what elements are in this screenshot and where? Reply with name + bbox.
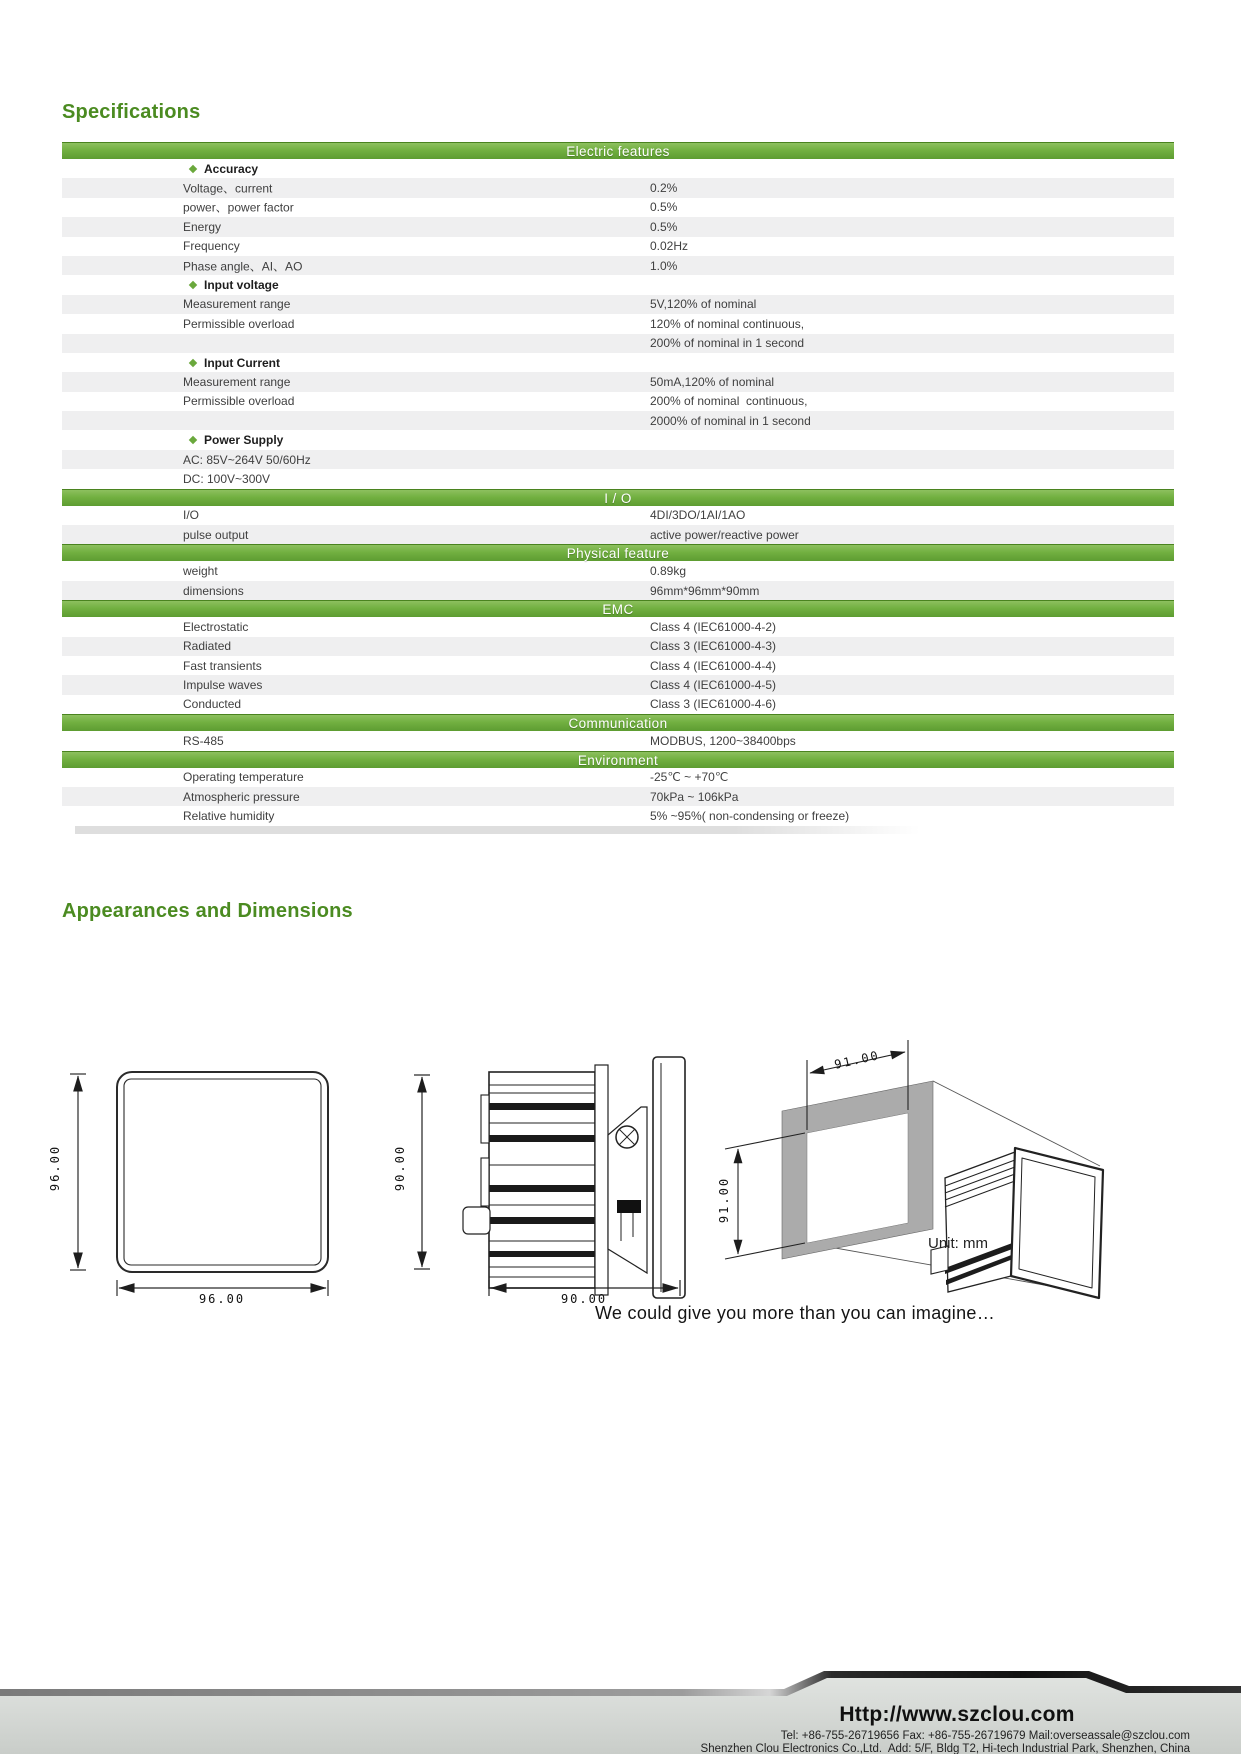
spec-row-label: I/O [183, 508, 200, 523]
spec-row [62, 275, 1174, 294]
spec-row-value: 0.89kg [650, 564, 687, 579]
front-width-label: 96.00 [198, 1292, 246, 1306]
spec-row [62, 656, 1174, 675]
spec-row-value: 200% of nominal in 1 second [650, 336, 805, 351]
spec-row [62, 675, 1174, 694]
spec-row [62, 768, 1174, 787]
spec-row-value: 4DI/3DO/1AI/1AO [650, 508, 746, 523]
appearances-heading: Appearances and Dimensions [62, 900, 353, 922]
spec-row-label: Energy [183, 219, 222, 234]
spec-row-label: Input Current [190, 356, 280, 370]
spec-row-value: 70kPa ~ 106kPa [650, 789, 739, 804]
spec-row-label: pulse output [183, 527, 249, 542]
specifications-table [62, 142, 1174, 834]
spec-row [62, 450, 1174, 469]
spec-row-value: 2000% of nominal in 1 second [650, 413, 811, 428]
rear-tab-upper [481, 1095, 489, 1143]
spec-row [62, 237, 1174, 256]
front-view-drawing [60, 1045, 390, 1310]
side-height-label: 90.00 [393, 1144, 407, 1192]
spec-row-value: 0.5% [650, 200, 678, 215]
table-bottom-shadow [75, 826, 920, 834]
spec-row-label: Fast transients [183, 658, 262, 673]
spec-row-value: active power/reactive power [650, 527, 799, 542]
spec-row-value: Class 4 (IEC61000-4-5) [650, 678, 777, 693]
spec-row-value: 5% ~95%( non-condensing or freeze) [650, 809, 850, 824]
spec-row-value: 120% of nominal continuous, [650, 316, 805, 331]
spec-row-label: Atmospheric pressure [183, 789, 300, 804]
spec-row-value: 96mm*96mm*90mm [650, 583, 760, 598]
spec-row [62, 506, 1174, 525]
spec-row-value: Class 4 (IEC61000-4-2) [650, 619, 777, 634]
spec-row-label: Permissible overload [183, 394, 295, 409]
side-width-label: 90.00 [560, 1292, 608, 1306]
spec-row-label: Input voltage [190, 278, 279, 292]
terminal-block [463, 1207, 490, 1234]
front-height-label: 96.00 [48, 1144, 62, 1192]
spec-row [62, 217, 1174, 236]
spec-row-value: 50mA,120% of nominal [650, 374, 775, 389]
spec-row [62, 787, 1174, 806]
bullet-diamond-icon [189, 164, 197, 172]
spec-row-label: RS-485 [183, 733, 224, 748]
spec-row-label: Voltage、current [183, 181, 273, 196]
spec-row [62, 392, 1174, 411]
rear-face [1011, 1148, 1103, 1298]
spec-section-header: I / O [62, 489, 1174, 506]
spec-section-header: Electric features [62, 142, 1174, 159]
spec-row [62, 411, 1174, 430]
slogan-text: We could give you more than you can imagine… [594, 1303, 996, 1323]
spec-row-value: -25℃ ~ +70℃ [650, 770, 729, 785]
spec-row-label: DC: 100V~300V [183, 471, 271, 486]
spec-row-label: Relative humidity [183, 809, 275, 824]
spec-row-label: Permissible overload [183, 316, 295, 331]
bullet-diamond-icon [189, 281, 197, 289]
cutout-width-label: 91.00 [832, 1048, 882, 1072]
spec-section-header: Communication [62, 714, 1174, 731]
spec-row [62, 353, 1174, 372]
meter-3d-body [931, 1148, 1103, 1298]
spec-row [62, 806, 1174, 825]
spec-row [62, 581, 1174, 600]
mid-plate [595, 1065, 608, 1295]
spec-row-value: 5V,120% of nominal [650, 297, 757, 312]
spec-row [62, 430, 1174, 449]
clamp [617, 1200, 641, 1213]
spec-row [62, 561, 1174, 580]
height-dimension-arrow [70, 1074, 86, 1270]
spec-row-label: dimensions [183, 583, 244, 598]
spec-row-label: AC: 85V~264V 50/60Hz [183, 452, 311, 467]
rear-tab-lower [481, 1158, 489, 1206]
spec-row-label: Electrostatic [183, 619, 249, 634]
spec-row-value: Class 4 (IEC61000-4-4) [650, 658, 777, 673]
spec-row-label: Phase angle、AI、AO [183, 259, 303, 274]
spec-row-label: Impulse waves [183, 678, 263, 693]
spec-row [62, 637, 1174, 656]
footer-contact-line: Tel: +86-755-26719656 Fax: +86-755-26719679 Mail:overseassale@szclou.com [780, 1730, 1190, 1742]
spec-row [62, 372, 1174, 391]
spec-row [62, 314, 1174, 333]
height-dimension-arrow [414, 1075, 430, 1269]
spec-row-value: 0.02Hz [650, 239, 689, 254]
spec-row [62, 469, 1174, 488]
spec-row-label: Radiated [183, 639, 232, 654]
spec-row-value: 0.5% [650, 219, 678, 234]
bezel-outline [117, 1072, 328, 1272]
footer-address-line: Shenzhen Clou Electronics Co.,Ltd. Add: 5/F, Bldg T2, Hi-tech Industrial Park, Shenzhen, China [700, 1743, 1190, 1754]
spec-row [62, 178, 1174, 197]
spec-row [62, 525, 1174, 544]
spec-row-label: Operating temperature [183, 770, 304, 785]
spec-row [62, 334, 1174, 353]
panel-cutout-hole [807, 1113, 908, 1243]
bezel-inner-outline [124, 1079, 321, 1265]
spec-row-label: Measurement range [183, 374, 291, 389]
spec-row [62, 159, 1174, 178]
spec-row [62, 295, 1174, 314]
specifications-heading: Specifications [62, 101, 201, 123]
spec-row-label: weight [183, 564, 218, 579]
spec-row [62, 198, 1174, 217]
spec-row-value: Class 3 (IEC61000-4-6) [650, 697, 777, 712]
spec-row-value: 200% of nominal continuous, [650, 394, 808, 409]
spec-row-label: power、power factor [183, 200, 294, 215]
spec-section-header: Physical feature [62, 544, 1174, 561]
spec-row-value: 0.2% [650, 181, 678, 196]
bullet-diamond-icon [189, 436, 197, 444]
bullet-diamond-icon [189, 358, 197, 366]
spec-section-header: EMC [62, 600, 1174, 617]
footer-website-url: Http://www.szclou.com [839, 1703, 1075, 1726]
spec-section-header: Environment [62, 751, 1174, 768]
spec-row-label: Conducted [183, 697, 242, 712]
spec-row-value: MODBUS, 1200~38400bps [650, 733, 796, 748]
spec-row [62, 617, 1174, 636]
spec-row-label: Power Supply [190, 433, 283, 447]
spec-row-value: 1.0% [650, 258, 678, 273]
cutout-height-label: 91.00 [717, 1176, 731, 1224]
spec-row-label: Accuracy [190, 162, 258, 176]
spec-row [62, 695, 1174, 714]
spec-row-value: Class 3 (IEC61000-4-3) [650, 639, 777, 654]
unit-label: Unit: mm [928, 1235, 988, 1252]
meter-side-body [463, 1057, 685, 1298]
spec-row [62, 256, 1174, 275]
spec-row [62, 731, 1174, 750]
spec-row-label: Frequency [183, 239, 240, 254]
spec-row-label: Measurement range [183, 297, 291, 312]
